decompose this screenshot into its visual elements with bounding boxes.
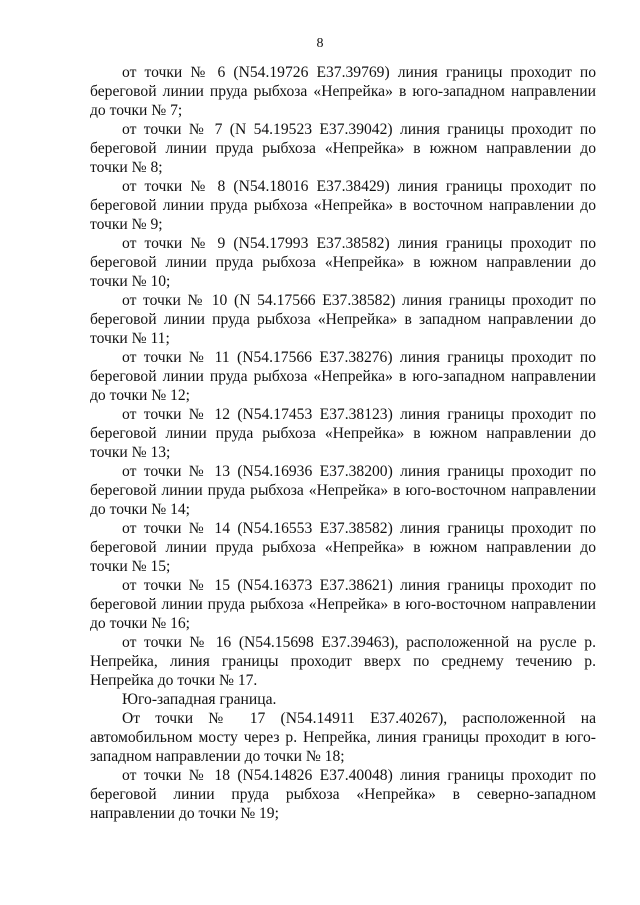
paragraph-point-10: от точки № 10 (N 54.17566 E37.38582) линия границы проходит по береговой линии пруда рыбхоза «Непрейка» в западном направлении до точки № 11;	[90, 292, 596, 347]
paragraph-point-18: от точки № 18 (N54.14826 E37.40048) линия границы проходит по береговой линии пруда рыбхоза «Непрейка» в северно-западном направлении до точки № 19;	[90, 767, 596, 822]
paragraph-point-15: от точки № 15 (N54.16373 E37.38621) линия границы проходит по береговой линии пруда рыбхоза «Непрейка» в юго-восточном направлении до точки № 16;	[90, 577, 596, 632]
section-heading-southwest-border: Юго-западная граница.	[122, 691, 277, 708]
paragraph-point-9: от точки № 9 (N54.17993 E37.38582) линия границы проходит по береговой линии пруда рыбхоза «Непрейка» в южном направлении до точки № 10;	[90, 235, 596, 290]
paragraph-point-6: от точки № 6 (N54.19726 E37.39769) линия границы проходит по береговой линии пруда рыбхоза «Непрейка» в юго-западном направлении до точки № 7;	[90, 64, 596, 119]
paragraph-point-7: от точки № 7 (N 54.19523 E37.39042) линия границы проходит по береговой линии пруда рыбхоза «Непрейка» в южном направлении до точки № 8;	[90, 121, 596, 176]
document-body	[90, 63, 596, 823]
page-number: 8	[316, 36, 324, 51]
paragraph-point-11: от точки № 11 (N54.17566 E37.38276) линия границы проходит по береговой линии пруда рыбхоза «Непрейка» в юго-западном направлении до точки № 12;	[90, 349, 596, 404]
paragraph-point-12: от точки № 12 (N54.17453 E37.38123) линия границы проходит по береговой линии пруда рыбхоза «Непрейка» в южном направлении до точки № 13;	[90, 406, 596, 461]
paragraph-point-16: от точки № 16 (N54.15698 E37.39463), расположенной на русле р. Непрейка, линия границы проходит вверх по среднему течению р. Непрейка до точки № 17.	[90, 634, 596, 689]
paragraph-point-14: от точки № 14 (N54.16553 E37.38582) линия границы проходит по береговой линии пруда рыбхоза «Непрейка» в южном направлении до точки № 15;	[90, 520, 596, 575]
paragraph-point-17: От точки № 17 (N54.14911 E37.40267), расположенной на автомобильном мосту через р. Непрейка, линия границы проходит в юго-западном направлении до точки № 18;	[90, 710, 596, 765]
paragraph-point-8: от точки № 8 (N54.18016 E37.38429) линия границы проходит по береговой линии пруда рыбхоза «Непрейка» в восточном направлении до точки № 9;	[90, 178, 596, 233]
paragraph-point-13: от точки № 13 (N54.16936 E37.38200) линия границы проходит по береговой линии пруда рыбхоза «Непрейка» в юго-восточном направлении до точки № 14;	[90, 463, 596, 518]
